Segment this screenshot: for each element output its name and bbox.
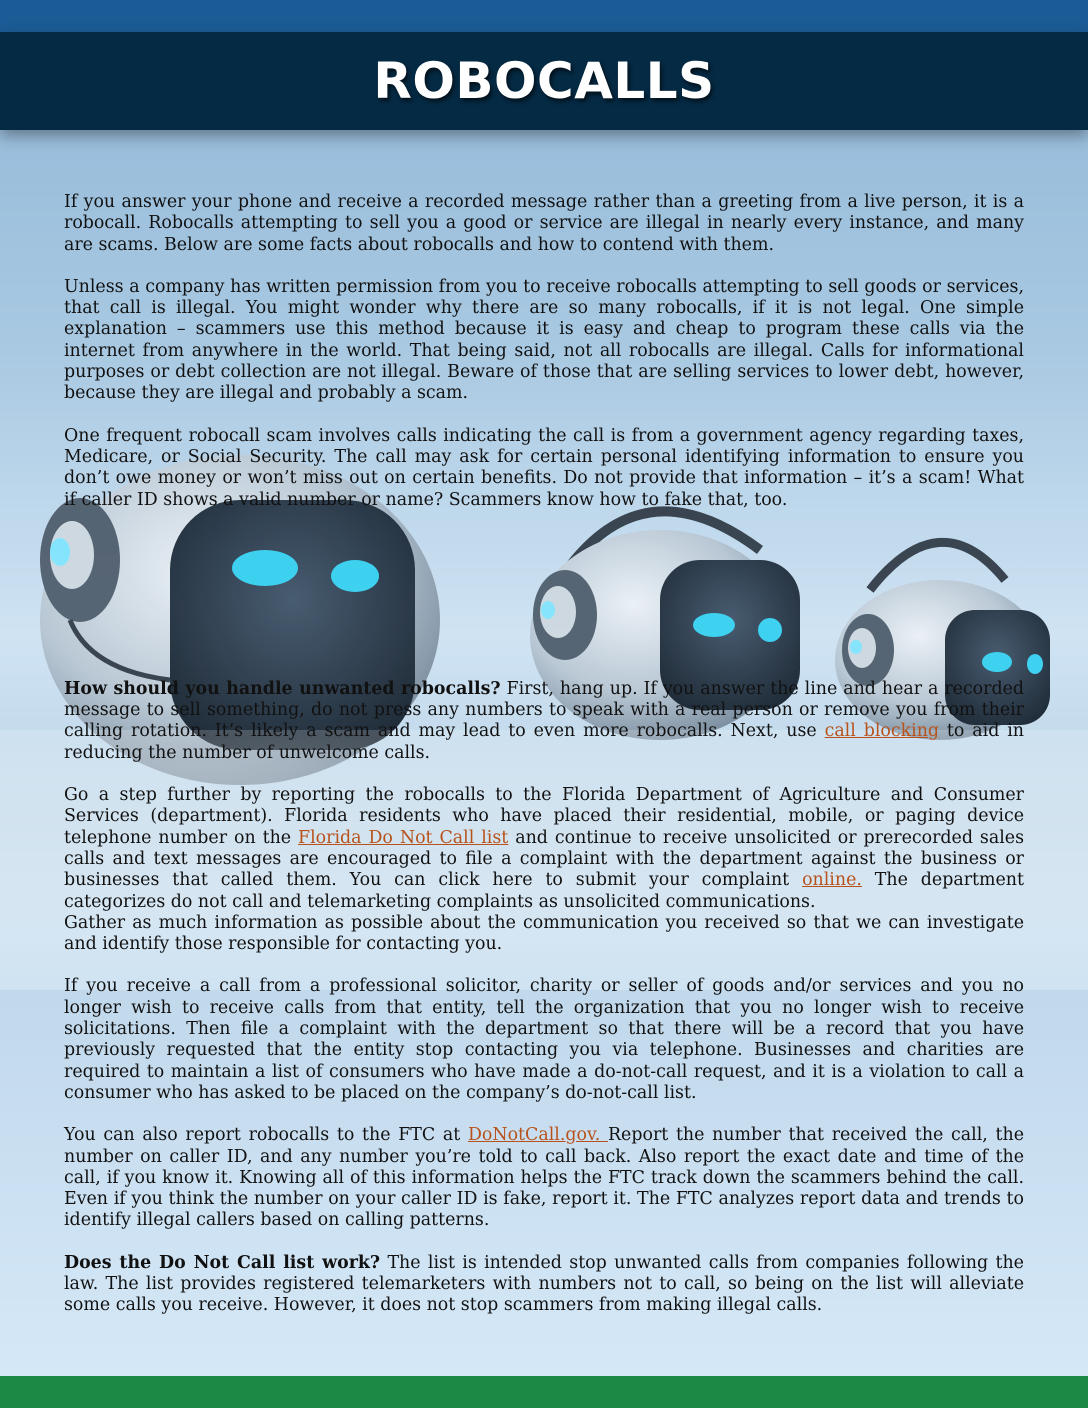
paragraph-ftc xyxy=(64,1125,1024,1231)
paragraph-handle-robocalls xyxy=(64,679,1024,764)
bottom-accent-bar xyxy=(0,1376,1088,1408)
paragraph-gather-info: Gather as much information as possible about the communication you received so that we can investigate and identify those responsible for contacting you. xyxy=(64,912,1024,955)
text-span: to aid in reducing the number of unwelcome calls. xyxy=(64,721,1024,763)
text-span: Report the number that received the call, the number on caller ID, and any number you’re told to call back. Also report the exact date and time of the call, if you know it. Knowing all of this information helps the FTC track down the scammers behind the call. Even if you think the number on your caller ID is fake, report it. The FTC analyzes report data and trends to identify illegal callers based on calling patterns. xyxy=(64,1125,1024,1231)
text-span: First, hang up. If you answer the line and hear a recorded message to sell something, do not press any numbers to speak with a real person or remove you from their calling rotation. It’s likely a scam and may lead to even more robocalls. Next, use xyxy=(64,678,1024,742)
page-title: ROBOCALLS xyxy=(373,52,715,110)
text-span: The list is intended stop unwanted calls from companies following the law. The list provides registered telemarketers with numbers not to call, so being on the list will alleviate some calls you receive. However, it does not stop scammers from making illegal calls. xyxy=(64,1252,1024,1316)
top-accent-bar xyxy=(0,0,1088,32)
paragraph-do-not-call-works xyxy=(64,1253,1024,1317)
question-handle-robocalls: How should you handle unwanted robocalls? xyxy=(64,678,501,699)
text-span: Go a step further by reporting the robocalls to the Florida Department of Agriculture and Consumer Services (department). Florida residents who have placed their residential, mobile, or paging device telephone number on the xyxy=(64,785,1024,848)
text-span: You can also report robocalls to the FTC at xyxy=(64,1125,468,1146)
question-do-not-call-works: Does the Do Not Call list work? xyxy=(64,1252,381,1273)
article-body xyxy=(64,192,1024,1317)
paragraph-legality: Unless a company has written permission from you to receive robocalls attempting to sell goods or services, that call is illegal. You might wonder why there are so many robocalls, if it is not legal. One simple explanation – scammers use this method because it is easy and cheap to program these calls via the internet from anywhere in the world. That being said, not all robocalls are illegal. Calls for informational purposes or debt collection are not illegal. Beware of those that are selling services to lower debt, however, because they are illegal and probably a scam. xyxy=(64,276,1024,404)
florida-do-not-call-link[interactable]: Florida Do Not Call list xyxy=(298,827,509,848)
call-blocking-link[interactable]: call blocking xyxy=(824,721,940,742)
paragraph-intro: If you answer your phone and receive a recorded message rather than a greeting from a live person, it is a robocall. Robocalls attempting to sell you a good or service are illegal in nearly every instance, and many are scams. Below are some facts about robocalls and how to contend with them. xyxy=(64,192,1024,255)
page-header xyxy=(0,32,1088,130)
text-span: The department categorizes do not call and telemarketing complaints as unsolicited communications. xyxy=(64,870,1024,912)
paragraph-report-department xyxy=(64,785,1024,913)
text-span: and continue to receive unsolicited or prerecorded sales calls and text messages are encouraged to file a complaint with the department against the business or businesses that called them. You can click here to submit your complaint xyxy=(64,827,1024,891)
donotcall-gov-link[interactable]: DoNotCall.gov. xyxy=(467,1125,608,1146)
paragraph-solicitor: If you receive a call from a professional solicitor, charity or seller of goods and/or services and you no longer wish to receive calls from that entity, tell the organization that you no longer wish to receive solicitations. Then file a complaint with the department so that there will be a record that you have previously requested that the entity stop contacting you via telephone. Businesses and charities are required to maintain a list of consumers who have made a do-not-call request, and it is a violation to call a consumer who has asked to be placed on the company’s do-not-call list. xyxy=(64,976,1024,1103)
paragraph-government-scam: One frequent robocall scam involves calls indicating the call is from a government agency regarding taxes, Medicare, or Social Security. The call may ask for certain personal identifying information to ensure you don’t owe money or won’t miss out on certain benefits. Do not provide that information – it’s a scam! What if caller ID shows a valid number or name? Scammers know how to fake that, too. xyxy=(64,425,1024,510)
online-complaint-link[interactable]: online. xyxy=(802,870,862,891)
